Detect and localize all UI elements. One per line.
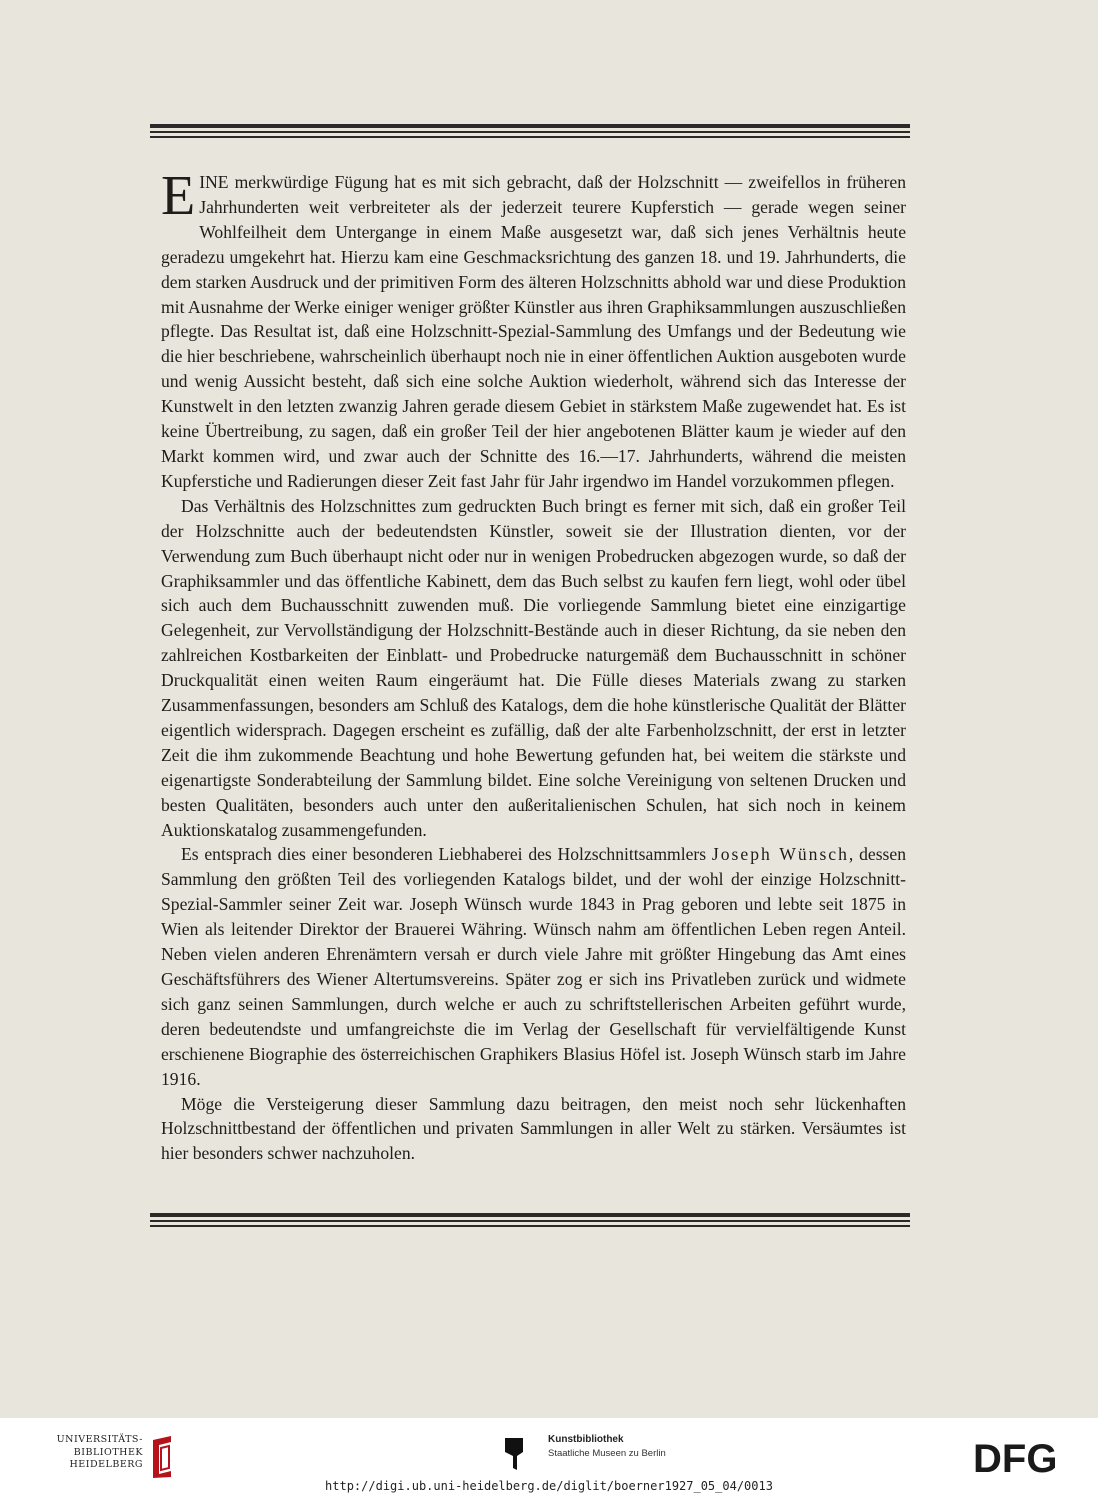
digitization-footer xyxy=(0,1418,1098,1500)
dfg-logo-text: DFG xyxy=(973,1438,1058,1476)
drop-cap: E xyxy=(161,165,196,227)
ub-heidelberg-text xyxy=(45,1434,143,1472)
kunstbibliothek-name: Kunstbibliothek xyxy=(548,1434,624,1445)
permalink-url[interactable]: http://digi.ub.uni-heidelberg.de/diglit/boerner1927_05_04/0013 xyxy=(325,1479,773,1493)
paragraph-1 xyxy=(161,165,906,494)
paragraph-3 xyxy=(161,842,906,1091)
eagle-icon xyxy=(503,1432,527,1474)
ub-heidelberg-logo[interactable] xyxy=(45,1434,185,1484)
paragraph-4: Möge die Versteigerung dieser Sammlung dazu beitragen, den meist noch sehr lückenhaften Holzschnittbestand der öffentlichen und privaten Sammlungen in aller Welt zu stärken. Versäumtes ist hier besonders schwer nachzuholen. xyxy=(161,1093,906,1164)
paragraph-1-text: INE merkwürdige Fügung hat es mit sich gebracht, daß der Holzschnitt — zweifellos in früheren Jahrhunderten weit verbreiteter als der jederzeit teurere Kupferstich — gerade wegen seiner Wohlfeilheit dem Untergange in einem Maße ausgesetzt war, daß sich jenes Verhältnis heute geradezu umgekehrt hat. Hierzu kam eine Geschmacksrichtung des ganzen 18. und 19. Jahrhunderts, die dem starken Ausdruck und der primitiven Form des älteren Holzschnitts abhold war und diese Produktion mit Ausnahme der Werke einiger weniger größter Künstler aus ihren Graphiksammlungen auszuschließen pflegte. Das Resultat ist, daß eine Holzschnitt-Spezial-Sammlung des Umfangs und der Bedeutung wie die hier beschriebene, wahrscheinlich überhaupt noch nie in einer öffentlichen Auktion ausgeboten wurde und wenig Aussicht besteht, daß sich eine solche Auktion wiederholt, während sich das Interesse der Kunstwelt in den letzten zwanzig Jahren gerade diesem Gebiet in stärkstem Maße zugewendet hat. Es ist keine Übertreibung, zu sagen, daß ein großer Teil der hier angebotenen Blätter kaum je wieder auf den Markt kommen wird, und zwar auch der Schnitte des 16.—17. Jahrhunderts, während die meisten Kupferstiche und Radierungen dieser Zeit fast Jahr für Jahr irgendwo im Handel vorzukommen pflegen. xyxy=(161,172,906,491)
kunstbibliothek-subtitle: Staatliche Museen zu Berlin xyxy=(548,1448,666,1459)
kunstbibliothek-logo[interactable] xyxy=(503,1432,703,1482)
paragraph-2: Das Verhältnis des Holzschnittes zum gedruckten Buch bringt es ferner mit sich, daß ein großer Teil der Holzschnitte auch der bedeutendsten Künstler, soweit sie der Illustration dienten, vor der Verwendung zum Buch überhaupt nicht oder nur in wenigen Probedrucken abgezogen wurde, so daß der Graphiksammler und das öffentliche Kabinett, dem das Buch selbst zu kaufen fern liegt, wohl oder übel sich auch dem Buchausschnitt zuwenden muß. Die vorliegende Sammlung bietet eine einzigartige Gelegenheit, zur Vervollständigung der Holzschnitt-Bestände auch in dieser Richtung, da sie neben den zahlreichen Kostbarkeiten der Einblatt- und Probedrucke naturgemäß dem Buchausschnitt in schöner Druckqualität einen weiten Raum eingeräumt hat. Die Fülle dieses Materials zwang zu starken Zusammenfassungen, besonders am Schluß des Katalogs, dem die hohe künstlerische Qualität der Blätter eigentlich widersprach. Dagegen erscheint es zufällig, daß der alte Farbenholzschnitt, der erst in letzter Zeit die ihm zukommende Beachtung und hohe Bewertung gefunden hat, bei weitem die stärkste und eigenartigste Sonderabteilung der Sammlung bildet. Eine solche Vereinigung von seltenen Drucken und besten Qualitäten, besonders auch unter den außeritalienischen Schulen, hat sich noch in keinem Auktionskatalog zusammengefunden. xyxy=(161,495,906,840)
ub-line-2: BIBLIOTHEK xyxy=(73,1446,143,1458)
paragraph-3-start: Es entsprach dies einer besonderen Liebhaberei des Holzschnittsammlers xyxy=(181,844,712,865)
ub-emblem-icon xyxy=(147,1436,177,1478)
bottom-rule xyxy=(150,1213,910,1227)
body-text xyxy=(161,165,906,1166)
dfg-logo[interactable] xyxy=(973,1438,1083,1476)
collector-name: Joseph Wünsch xyxy=(711,844,849,865)
ub-line-1: UNIVERSITÄTS- xyxy=(56,1434,143,1445)
paragraph-3-rest: , dessen Sammlung den größten Teil des vorliegenden Katalogs bildet, und der wohl der einzige Holzschnitt-Spezial-Sammler seiner Zeit war. Joseph Wünsch wurde 1843 in Prag geboren und lebte seit 1875 in Wien als leitender Direktor der Brauerei Währing. Wünsch nahm am öffentlichen Leben regen Anteil. Neben vielen anderen Ehrenämtern versah er durch viele Jahre mit größter Hingebung das Amt eines Geschäftsführers des Wiener Altertumsvereins. Später zog er sich ins Privatleben zurück und widmete sich ganz seinen Sammlungen, durch welche er auch zu schriftstellerischen Arbeiten geführt wurde, deren bedeutendste und umfangreichste die im Verlag der Gesellschaft für vervielfältigende Kunst erschienene Biographie des österreichischen Graphikers Blasius Höfel ist. Joseph Wünsch starb im Jahre 1916. xyxy=(161,844,906,1089)
ub-line-3: HEIDELBERG xyxy=(69,1459,143,1470)
top-rule xyxy=(150,124,910,138)
